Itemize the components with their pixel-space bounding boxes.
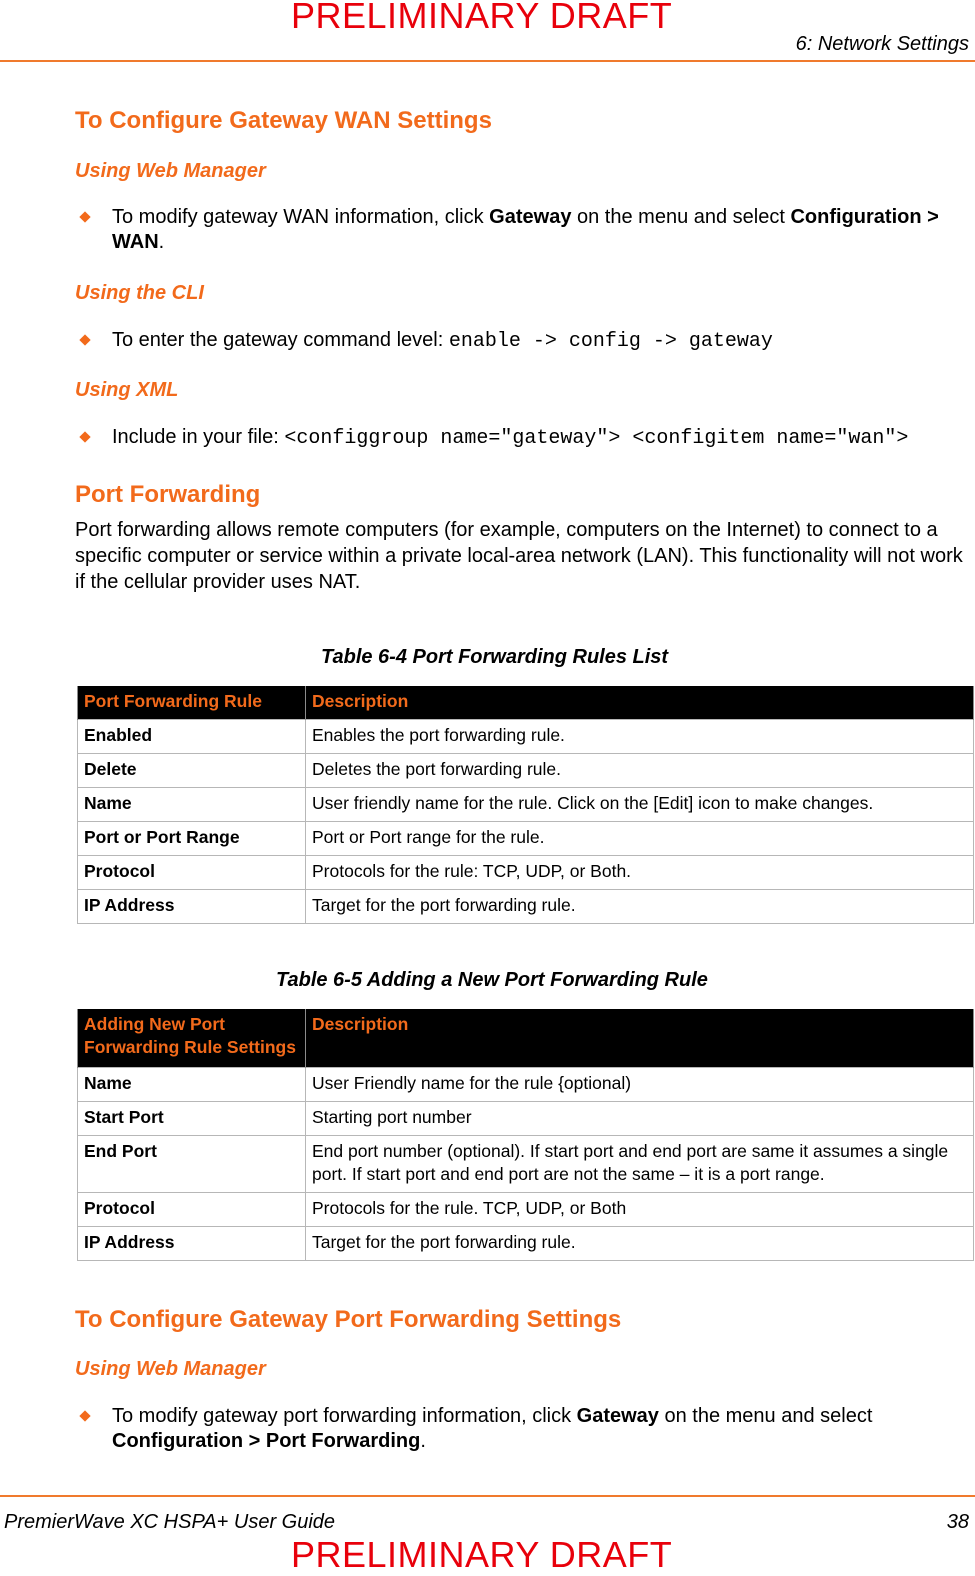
table-new-port-forwarding-rule xyxy=(77,1009,974,1261)
row-description: Enables the port forwarding rule. xyxy=(306,720,974,754)
menu-gateway: Gateway xyxy=(489,206,572,228)
subheading-web-manager: Using Web Manager xyxy=(75,1358,266,1380)
xml-snippet: <configgroup name="gateway"> <configitem name="wan"> xyxy=(284,427,909,450)
table-row xyxy=(78,1136,974,1193)
footer-rule xyxy=(0,1495,975,1497)
table-row xyxy=(78,1227,974,1261)
section-title-port-forwarding: Port Forwarding xyxy=(75,481,261,508)
row-description: Deletes the port forwarding rule. xyxy=(306,754,974,788)
row-label: Delete xyxy=(78,754,306,788)
section-title-wan: To Configure Gateway WAN Settings xyxy=(75,107,492,134)
diamond-bullet-icon xyxy=(79,334,90,345)
running-header: 6: Network Settings xyxy=(795,33,969,55)
table-row xyxy=(78,1102,974,1136)
table-header-row xyxy=(78,686,974,720)
table-port-forwarding-rules xyxy=(77,686,974,924)
subheading-cli: Using the CLI xyxy=(75,282,204,304)
footer-page-number: 38 xyxy=(946,1511,969,1533)
header-rule xyxy=(0,60,975,62)
table-row xyxy=(78,822,974,856)
row-description: Port or Port range for the rule. xyxy=(306,822,974,856)
column-header: Adding New Port Forwarding Rule Settings xyxy=(78,1009,306,1068)
row-description: Target for the port forwarding rule. xyxy=(306,890,974,924)
menu-gateway: Gateway xyxy=(576,1405,659,1427)
footer-guide-title: PremierWave XC HSPA+ User Guide xyxy=(4,1511,336,1533)
diamond-bullet-icon xyxy=(79,431,90,442)
table-row xyxy=(78,1193,974,1227)
bullet-text: on the menu and select xyxy=(658,1405,873,1427)
row-description: End port number (optional). If start port and end port are same it assumes a single port. If start port and end port are not the same – it is a port range. xyxy=(306,1136,974,1193)
row-label: Protocol xyxy=(78,1193,306,1227)
subheading-web-manager: Using Web Manager xyxy=(75,160,266,182)
column-header: Description xyxy=(306,1009,974,1068)
port-forwarding-paragraph: Port forwarding allows remote computers (for example, computers on the Internet) to connect to a specific computer or service within a private local-area network (LAN). This functionality will not work if the cellular provider uses NAT. xyxy=(75,519,963,593)
row-label: Start Port xyxy=(78,1102,306,1136)
section-title-pf-settings: To Configure Gateway Port Forwarding Settings xyxy=(75,1306,622,1333)
bullet-text: on the menu and select xyxy=(571,206,791,228)
row-description: Starting port number xyxy=(306,1102,974,1136)
row-label: Name xyxy=(78,1068,306,1102)
column-header: Port Forwarding Rule xyxy=(78,686,306,720)
row-description: User friendly name for the rule. Click on the [Edit] icon to make changes. xyxy=(306,788,974,822)
diamond-bullet-icon xyxy=(79,211,90,222)
table-header-row xyxy=(78,1009,974,1068)
table-row xyxy=(78,856,974,890)
row-description: Protocols for the rule: TCP, UDP, or Both. xyxy=(306,856,974,890)
row-label: Port or Port Range xyxy=(78,822,306,856)
bullet-text: To enter the gateway command level: xyxy=(112,329,449,351)
row-label: IP Address xyxy=(78,890,306,924)
row-label: End Port xyxy=(78,1136,306,1193)
bullet-text: To modify gateway WAN information, click xyxy=(112,206,490,228)
row-label: Enabled xyxy=(78,720,306,754)
menu-path: Configuration > Port Forwarding xyxy=(112,1430,421,1452)
table-row xyxy=(78,788,974,822)
row-description: Protocols for the rule. TCP, UDP, or Both xyxy=(306,1193,974,1227)
menu-path: Configuration > WAN xyxy=(112,206,939,253)
cli-command: enable -> config -> gateway xyxy=(448,330,773,353)
row-description: Target for the port forwarding rule. xyxy=(306,1227,974,1261)
table-row xyxy=(78,1068,974,1102)
row-description: User Friendly name for the rule {optional) xyxy=(306,1068,974,1102)
column-header: Description xyxy=(306,686,974,720)
bullet-text: . xyxy=(158,231,165,253)
table-row xyxy=(78,890,974,924)
table-caption-new-rule: Table 6-5 Adding a New Port Forwarding Rule xyxy=(276,969,708,991)
table-row xyxy=(78,754,974,788)
row-label: Protocol xyxy=(78,856,306,890)
table-row xyxy=(78,720,974,754)
bullet-text: To modify gateway port forwarding information, click xyxy=(112,1405,577,1427)
subheading-xml: Using XML xyxy=(75,379,179,401)
row-label: IP Address xyxy=(78,1227,306,1261)
table-caption-rules: Table 6-4 Port Forwarding Rules List xyxy=(321,646,669,668)
diamond-bullet-icon xyxy=(79,1410,90,1421)
watermark-top: PRELIMINARY DRAFT xyxy=(291,0,673,36)
bullet-text: . xyxy=(420,1430,426,1452)
bullet-text: Include in your file: xyxy=(112,426,285,448)
row-label: Name xyxy=(78,788,306,822)
watermark-bottom: PRELIMINARY DRAFT xyxy=(291,1534,673,1575)
